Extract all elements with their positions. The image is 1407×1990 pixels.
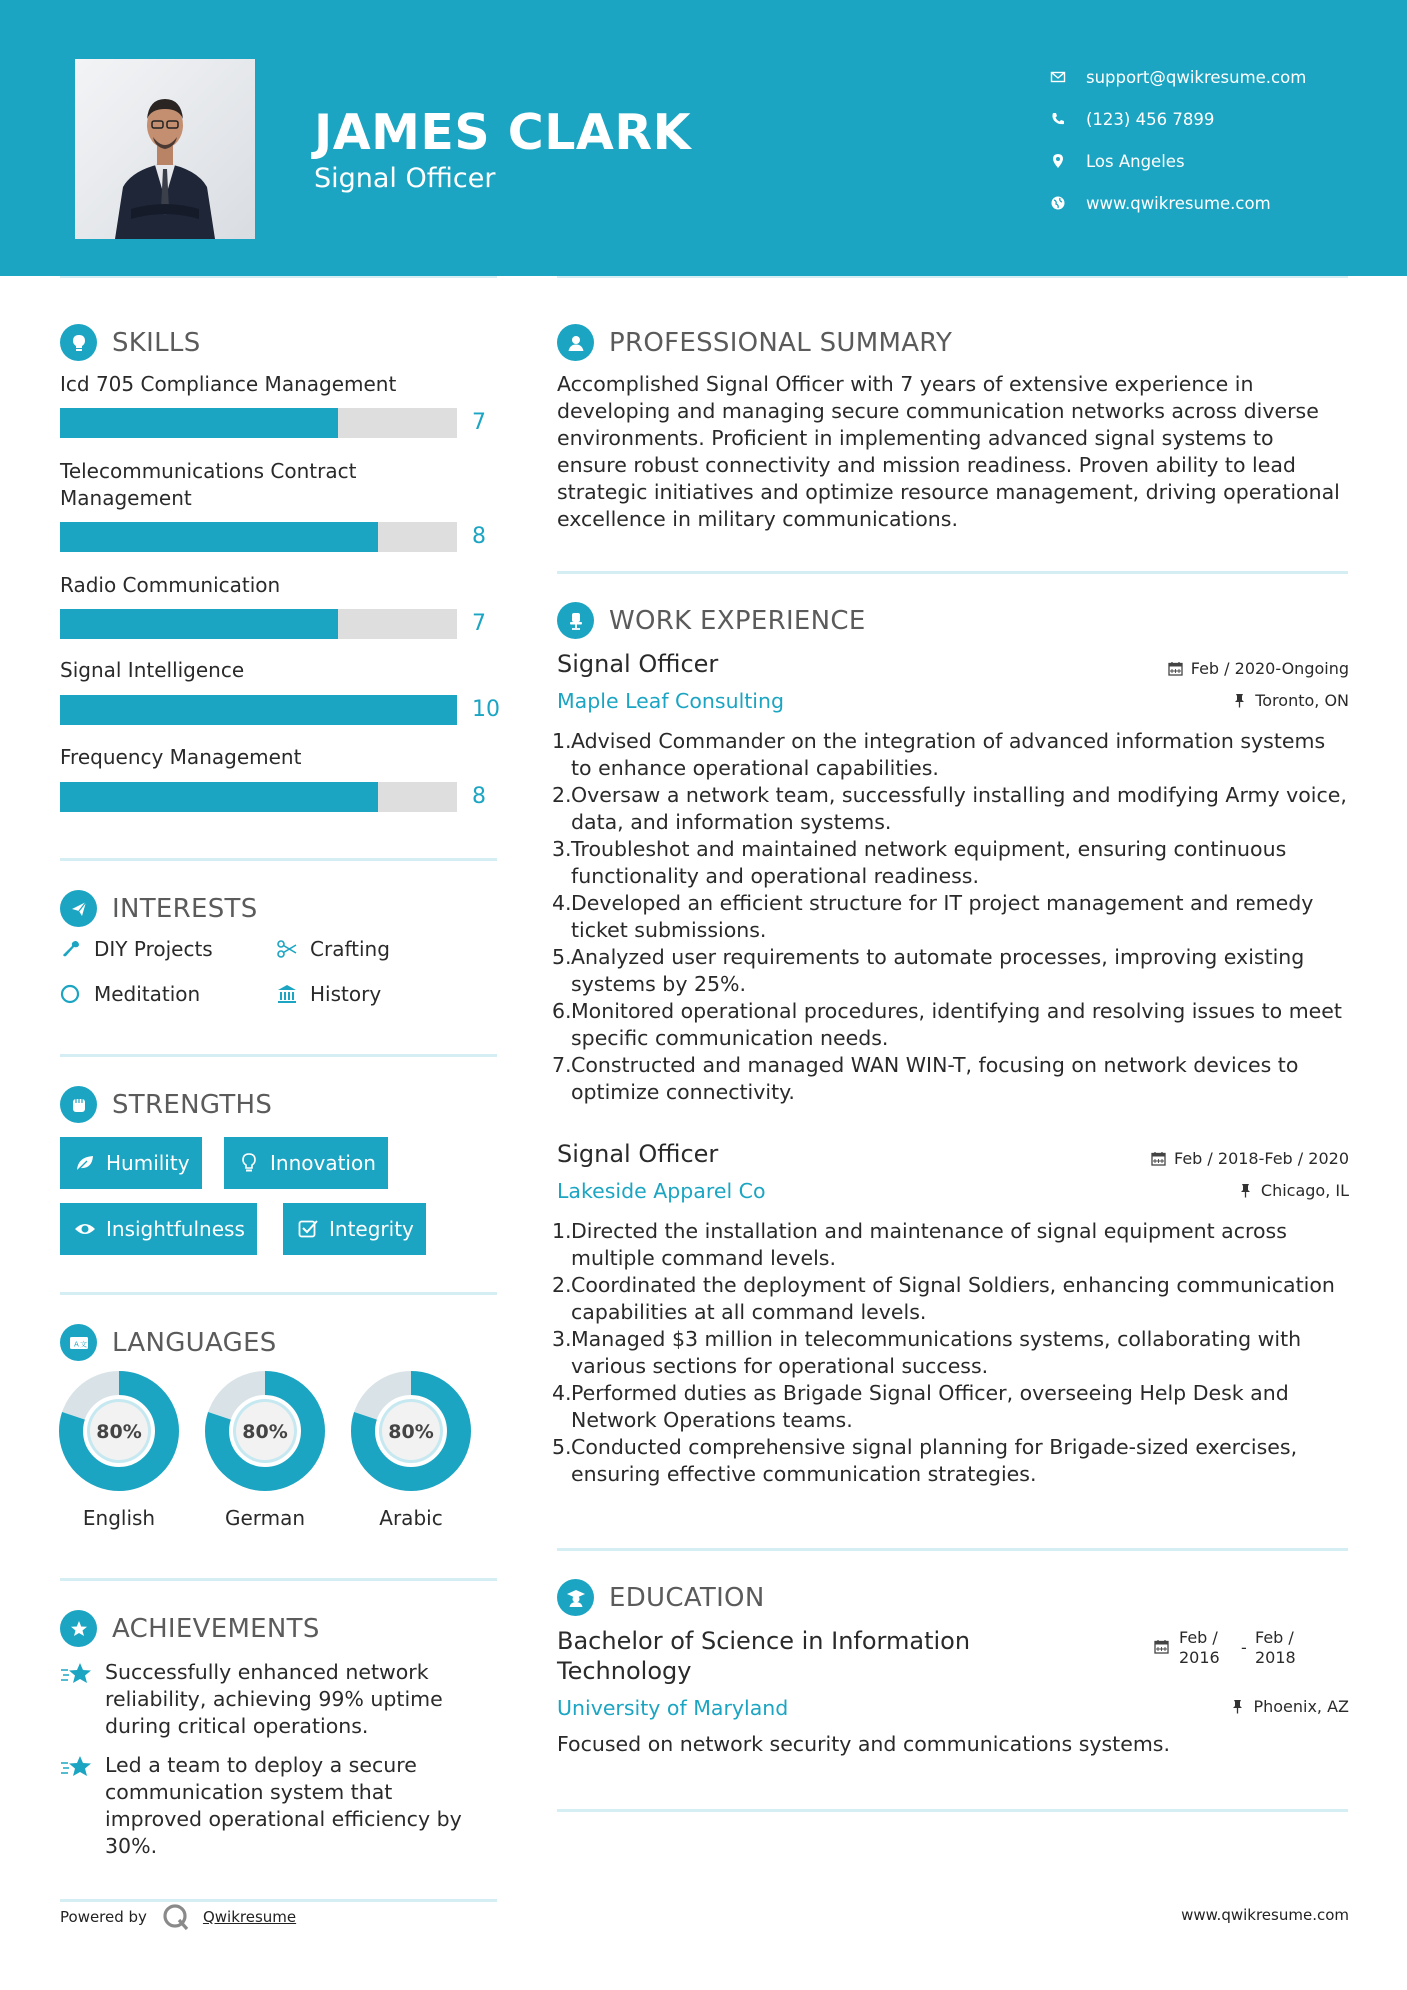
summary-heading (557, 324, 952, 361)
calendar-icon (1168, 661, 1183, 676)
skill-name: Frequency Management (60, 745, 302, 769)
contact-email[interactable] (1050, 56, 1306, 98)
skill-bar-fill (60, 782, 378, 812)
footer-powered-by (60, 1902, 296, 1932)
interests-title: INTERESTS (112, 893, 258, 924)
company-name: Lakeside Apparel Co (557, 1179, 766, 1203)
header-divider-left (60, 276, 497, 278)
interest-item (60, 982, 200, 1006)
contact-phone-text: (123) 456 7899 (1086, 109, 1215, 129)
skill-bar-fill (60, 695, 457, 725)
achievements-heading (60, 1610, 320, 1647)
user-icon (557, 324, 594, 361)
qwikresume-link[interactable]: Qwikresume (202, 1908, 297, 1926)
section-divider (60, 1292, 497, 1295)
star-badge-icon (60, 1610, 97, 1647)
checkbox-icon (297, 1218, 319, 1240)
globe-icon (1050, 195, 1086, 211)
interest-label: DIY Projects (94, 937, 213, 961)
job-dates (1168, 659, 1349, 678)
star-icon (60, 1659, 105, 1740)
achievements-title: ACHIEVEMENTS (112, 1613, 320, 1644)
interest-label: Crafting (310, 937, 390, 961)
bullet-item: 2. Coordinated the deployment of Signal Soldiers, enhancing communication capabilities at all command levels. (552, 1273, 1335, 1324)
section-divider (60, 858, 497, 861)
job-location (1238, 1181, 1349, 1200)
interest-label: Meditation (94, 982, 201, 1006)
job-dates-text: Feb / 2018-Feb / 2020 (1174, 1149, 1349, 1168)
interest-item (60, 937, 213, 961)
calendar-icon (1154, 1639, 1169, 1654)
skill-name: Radio Communication (60, 573, 281, 597)
bullet-item: 7. Constructed and managed WAN WIN-T, focusing on network devices to optimize connectivity. (552, 1053, 1299, 1104)
office-chair-icon (557, 602, 594, 639)
skills-heading (60, 324, 201, 361)
strength-tag (224, 1137, 388, 1189)
bank-icon (276, 983, 310, 1005)
language-ring (205, 1371, 325, 1495)
education-start: Feb / 2016 (1179, 1628, 1220, 1667)
bullet-item: 4. Performed duties as Brigade Signal Officer, overseeing Help Desk and Network Operations teams. (552, 1381, 1289, 1432)
skill-bar-fill (60, 408, 338, 438)
scissors-icon (276, 938, 310, 960)
qwikresume-logo-icon (161, 1902, 191, 1932)
degree-title: Bachelor of Science in Information Technology (557, 1627, 971, 1685)
svg-text:文: 文 (79, 1340, 87, 1348)
achievement-item (60, 1659, 480, 1740)
strength-tag (283, 1203, 426, 1255)
bullet-item: 5. Analyzed user requirements to automate processes, improving existing systems by 25%. (552, 945, 1305, 996)
job-title: Signal Officer (557, 650, 719, 678)
skill-bar (60, 782, 457, 812)
resume-header (0, 0, 1407, 276)
language-name: Arabic (379, 1506, 443, 1530)
wrench-icon (60, 938, 94, 960)
language-percent: 80% (242, 1421, 288, 1443)
contact-phone[interactable] (1050, 98, 1306, 140)
phone-icon (1050, 111, 1086, 127)
email-icon (1050, 69, 1086, 85)
education-dates (1154, 1628, 1303, 1668)
summary-text: Accomplished Signal Officer with 7 years of extensive experience in developing and managing secure communication networks across diverse environments. Proficient in implementing advanced signal systems to ensure robust connectivity and mission readiness. Proven ability to lead strategic initiatives and optimize resource management, driving operational excellence in military communications. (557, 372, 1340, 531)
skill-name: Signal Intelligence (60, 658, 245, 682)
education-title: EDUCATION (609, 1582, 765, 1613)
location-pin-icon (1050, 153, 1086, 169)
language-ring (351, 1371, 471, 1495)
language-percent: 80% (388, 1421, 434, 1443)
circle-icon (60, 983, 94, 1005)
education-description: Focused on network security and communications systems. (557, 1732, 1170, 1756)
lightbulb-icon (60, 324, 97, 361)
skill-bar (60, 609, 457, 639)
bullet-item: 6. Monitored operational procedures, identifying and resolving issues to meet specific communication needs. (552, 999, 1342, 1050)
achievement-text: Led a team to deploy a secure communication system that improved operational efficiency by 30%. (105, 1753, 462, 1858)
language-percent: 80% (96, 1421, 142, 1443)
pushpin-icon (1232, 693, 1247, 708)
contact-location-text: Los Angeles (1086, 151, 1185, 171)
strengths-title: STRENGTHS (112, 1089, 273, 1120)
achievement-text: Successfully enhanced network reliability, achieving 99% uptime during critical operations. (105, 1660, 443, 1738)
leaf-icon (74, 1152, 96, 1174)
job-bullets (552, 1218, 1352, 1488)
job-location-text: Chicago, IL (1260, 1181, 1349, 1200)
bullet-item: 2. Oversaw a network team, successfully installing and modifying Army voice, data, and information systems. (552, 783, 1347, 834)
bullet-item: 1. Directed the installation and maintenance of signal equipment across multiple command levels. (552, 1219, 1287, 1270)
languages-title: LANGUAGES (112, 1327, 277, 1358)
language-name: English (82, 1506, 156, 1530)
interests-heading (60, 890, 258, 927)
job-location-text: Toronto, ON (1255, 691, 1349, 710)
job-bullets (552, 728, 1352, 1106)
job-dates (1151, 1149, 1349, 1168)
section-divider (557, 1809, 1348, 1812)
strength-label: Humility (106, 1151, 190, 1175)
eye-icon (74, 1218, 96, 1240)
school-name: University of Maryland (557, 1696, 789, 1720)
lightbulb-icon (238, 1152, 260, 1174)
section-divider (557, 571, 1348, 574)
fist-icon (60, 1086, 97, 1123)
candidate-role: Signal Officer (314, 163, 496, 194)
pushpin-icon (1230, 1699, 1245, 1714)
strength-label: Innovation (270, 1151, 376, 1175)
skill-name: Icd 705 Compliance Management (60, 372, 397, 396)
candidate-name: JAMES CLARK (314, 104, 692, 161)
section-divider (60, 1578, 497, 1581)
strength-tag (60, 1137, 202, 1189)
profile-photo (75, 59, 255, 239)
section-divider (557, 1548, 1348, 1551)
strengths-heading (60, 1086, 272, 1123)
skill-value: 7 (472, 611, 486, 636)
education-separator: - (1241, 1638, 1247, 1657)
skill-bar-fill (60, 522, 378, 552)
powered-by-text: Powered by (60, 1908, 147, 1926)
skill-value: 8 (472, 784, 486, 809)
company-name: Maple Leaf Consulting (557, 689, 785, 713)
skill-bar-fill (60, 609, 338, 639)
interest-item (276, 982, 381, 1006)
job-location (1232, 691, 1349, 710)
header-divider-right (557, 276, 1348, 278)
achievement-item (60, 1752, 480, 1860)
bullet-item: 3. Managed $3 million in telecommunications systems, collaborating with various sections for operational success. (552, 1327, 1302, 1378)
footer-website[interactable]: www.qwikresume.com (1181, 1906, 1349, 1924)
skill-bar (60, 408, 457, 438)
skill-value: 10 (472, 697, 500, 722)
language-name: German (224, 1506, 306, 1530)
skill-name: Telecommunications Contract Management (60, 459, 357, 510)
contact-website-text: www.qwikresume.com (1086, 193, 1271, 213)
section-divider (60, 1054, 497, 1057)
skill-value: 7 (472, 410, 486, 435)
experience-heading (557, 602, 866, 639)
skill-bar (60, 522, 457, 552)
pushpin-icon (1238, 1183, 1253, 1198)
education-end: Feb / 2018 (1255, 1628, 1296, 1667)
bullet-item: 3. Troubleshot and maintained network equipment, ensuring continuous functionality and operational readiness. (552, 837, 1287, 888)
skill-value: 8 (472, 524, 486, 549)
interest-label: History (310, 982, 382, 1006)
job-dates-text: Feb / 2020-Ongoing (1190, 659, 1349, 678)
experience-title: WORK EXPERIENCE (609, 605, 866, 636)
interest-item (276, 937, 390, 961)
education-location (1230, 1697, 1349, 1716)
summary-title: PROFESSIONAL SUMMARY (609, 327, 953, 358)
skills-title: SKILLS (112, 327, 201, 358)
language-icon (60, 1324, 97, 1361)
bullet-item: 1. Advised Commander on the integration of advanced information systems to enhance operational capabilities. (552, 729, 1326, 780)
strength-label: Insightfulness (106, 1217, 245, 1241)
bullet-item: 4. Developed an efficient structure for IT project management and remedy ticket submissions. (552, 891, 1314, 942)
graduate-icon (557, 1579, 594, 1616)
language-ring (59, 1371, 179, 1495)
job-title: Signal Officer (557, 1140, 719, 1168)
contact-website[interactable] (1050, 182, 1306, 224)
calendar-icon (1151, 1151, 1166, 1166)
strength-label: Integrity (329, 1217, 414, 1241)
skill-bar (60, 695, 457, 725)
education-location-text: Phoenix, AZ (1253, 1697, 1349, 1716)
strength-tag (60, 1203, 257, 1255)
contact-list (1050, 56, 1306, 224)
contact-location (1050, 140, 1306, 182)
education-heading (557, 1579, 765, 1616)
languages-heading (60, 1324, 277, 1361)
svg-text:A: A (73, 1340, 79, 1348)
bullet-item: 5. Conducted comprehensive signal planning for Brigade-sized exercises, ensuring effective communication strategies. (552, 1435, 1298, 1486)
contact-email-text: support@qwikresume.com (1086, 67, 1307, 87)
star-icon (60, 1752, 105, 1860)
paper-plane-icon (60, 890, 97, 927)
